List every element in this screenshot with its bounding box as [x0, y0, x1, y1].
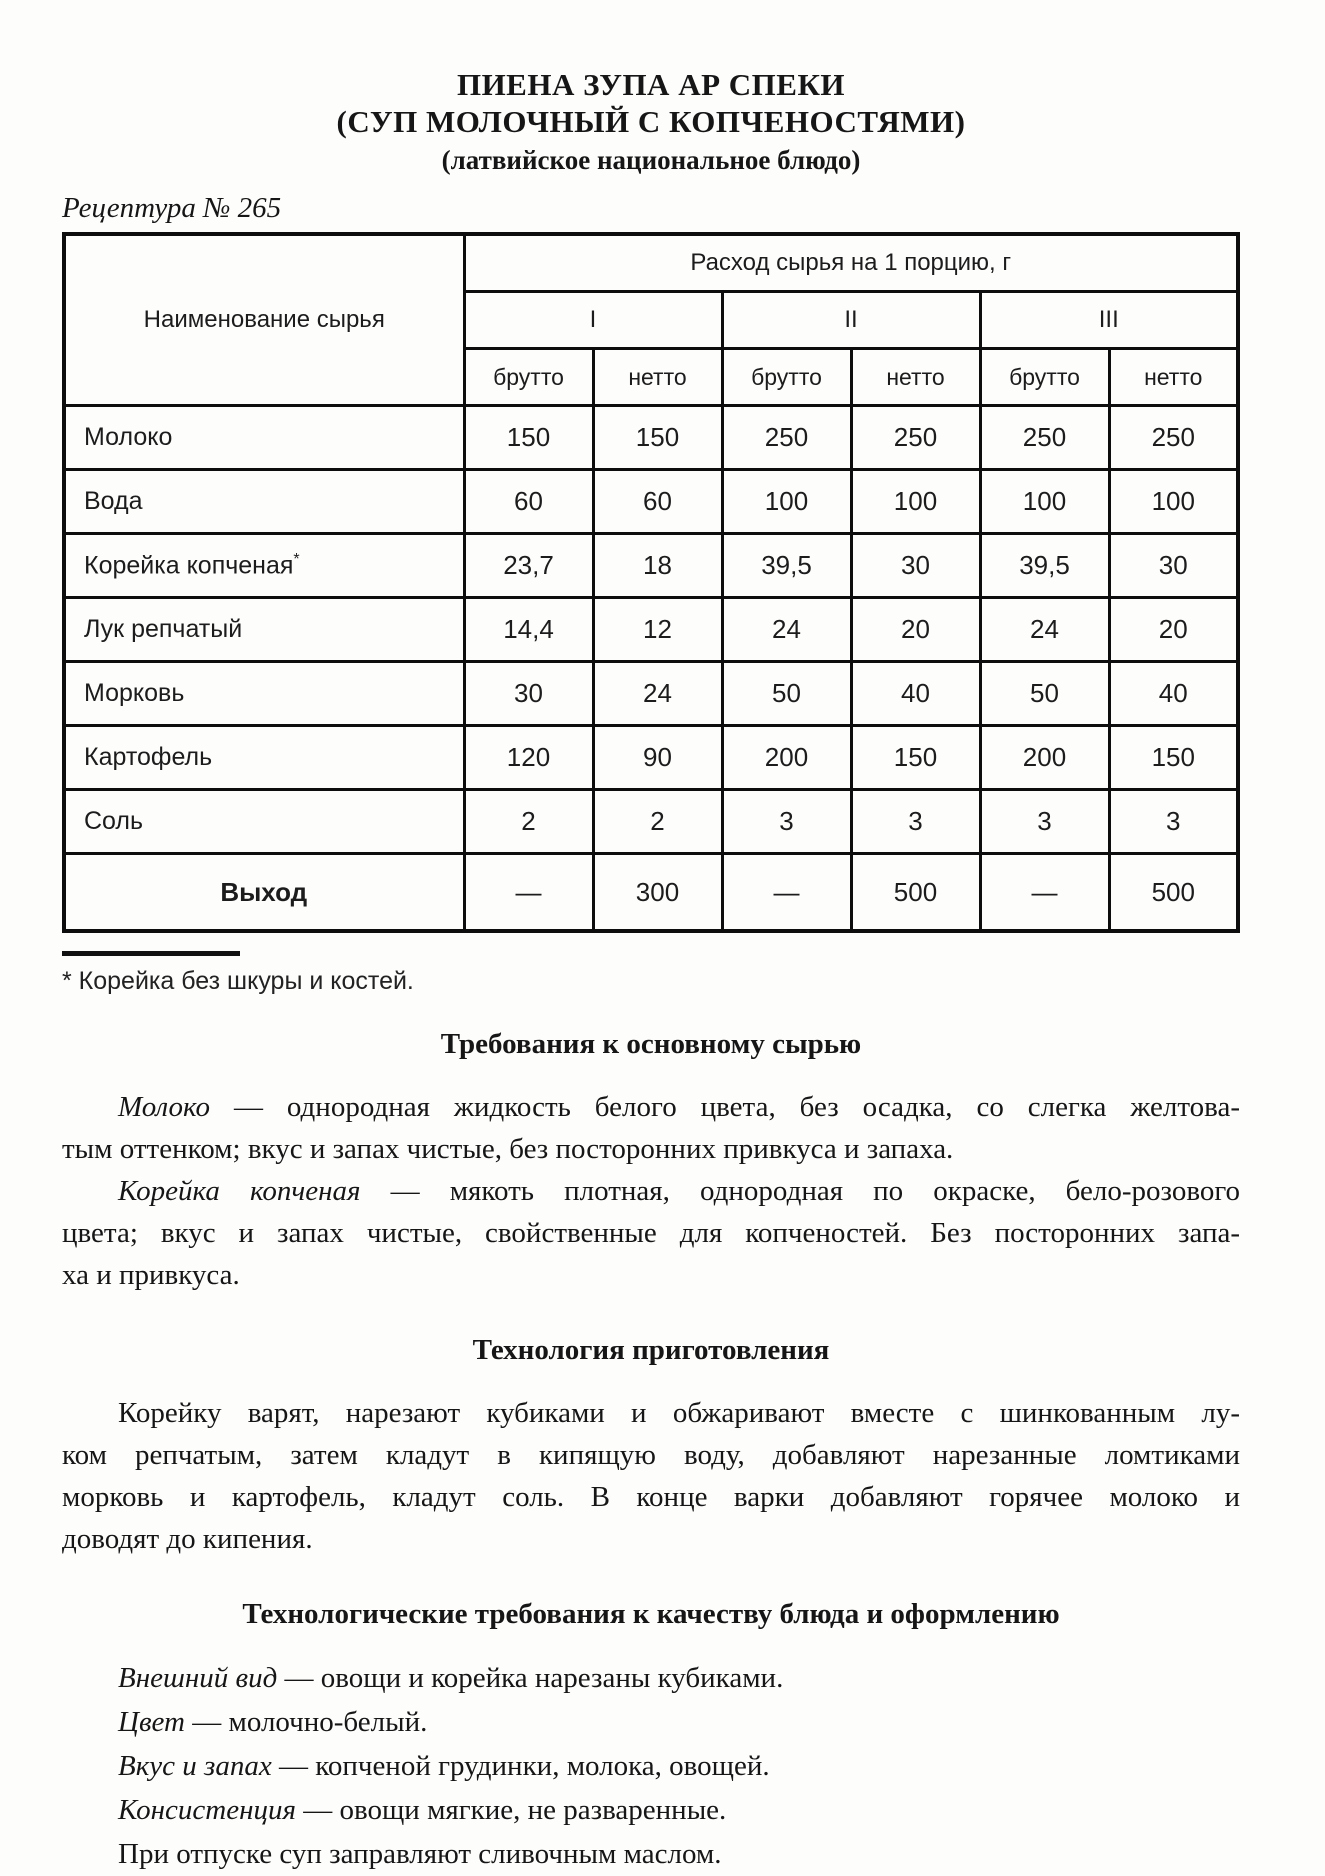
- title-line-2: (СУП МОЛОЧНЫЙ С КОПЧЕНОСТЯМИ): [336, 104, 966, 139]
- table-header: [64, 234, 1238, 406]
- text-line: морковь и картофель, кладут соль. В конце варки добавляют горячее молоко и: [62, 1481, 1240, 1513]
- portion-group-3: III: [980, 292, 1238, 349]
- text-line: Корейка копченая — мякоть плотная, однородная по окраске, бело-розового: [118, 1175, 1240, 1207]
- quality-heading: Технологические требования к качеству блюда и оформлению: [242, 1598, 1060, 1630]
- text-line: ха и привкуса.: [62, 1259, 240, 1291]
- value-cell: 50: [980, 662, 1109, 726]
- value-cell: 250: [1109, 406, 1238, 470]
- table-row: [64, 726, 1238, 790]
- value-cell: 3: [722, 790, 851, 854]
- group-column-header: Расход сырья на 1 порцию, г: [464, 234, 1238, 292]
- value-cell: 30: [464, 662, 593, 726]
- value-cell: 250: [851, 406, 980, 470]
- value-cell: 23,7: [464, 534, 593, 598]
- value-cell: 20: [851, 598, 980, 662]
- table-row: [64, 790, 1238, 854]
- quality-item: Цвет — молочно-белый.: [118, 1706, 428, 1738]
- table-row: [64, 534, 1238, 598]
- text-line: доводят до кипения.: [62, 1523, 313, 1555]
- value-cell: 90: [593, 726, 722, 790]
- value-cell: 30: [851, 534, 980, 598]
- paragraph: [62, 1170, 1240, 1296]
- value-cell: 18: [593, 534, 722, 598]
- text-line: цвета; вкус и запах чистые, свойственные для копченостей. Без посторонних запа-: [62, 1217, 1240, 1249]
- recipe-number: Рецептура № 265: [62, 192, 282, 224]
- ingredient-name: Морковь: [64, 662, 464, 726]
- value-cell: 39,5: [980, 534, 1109, 598]
- requirements-heading: Требования к основному сырью: [440, 1028, 862, 1060]
- ingredient-name: Лук репчатый: [64, 598, 464, 662]
- value-cell: 100: [722, 470, 851, 534]
- table-row: [64, 406, 1238, 470]
- value-cell: 40: [851, 662, 980, 726]
- total-value-cell: —: [980, 854, 1109, 932]
- paragraph: [62, 1392, 1240, 1560]
- value-cell: 3: [980, 790, 1109, 854]
- total-value-cell: 500: [851, 854, 980, 932]
- value-cell: 24: [593, 662, 722, 726]
- term-italic: Вкус и запах: [118, 1750, 279, 1782]
- value-cell: 60: [464, 470, 593, 534]
- total-value-cell: —: [464, 854, 593, 932]
- total-value-cell: —: [722, 854, 851, 932]
- term-italic: Внешний вид: [118, 1662, 285, 1694]
- subheader-netto-2: нетто: [851, 349, 980, 406]
- value-cell: 30: [1109, 534, 1238, 598]
- quality-item: При отпуске суп заправляют сливочным маслом.: [118, 1838, 722, 1870]
- value-cell: 100: [851, 470, 980, 534]
- value-cell: 24: [980, 598, 1109, 662]
- value-cell: 250: [980, 406, 1109, 470]
- term-italic: Цвет: [118, 1706, 193, 1738]
- total-label: Выход: [64, 854, 464, 932]
- technology-heading: Технология приготовления: [472, 1334, 830, 1366]
- subheader-brutto-2: брутто: [722, 349, 851, 406]
- ingredient-name: Вода: [64, 470, 464, 534]
- footnote-divider: [62, 951, 240, 956]
- total-value-cell: 500: [1109, 854, 1238, 932]
- portion-group-2: II: [722, 292, 980, 349]
- subheader-netto-1: нетто: [593, 349, 722, 406]
- name-column-header: Наименование сырья: [64, 234, 464, 406]
- page-title: [62, 0, 1240, 180]
- ingredients-body: [64, 406, 1238, 854]
- table-row: [64, 598, 1238, 662]
- value-cell: 39,5: [722, 534, 851, 598]
- quality-items: [62, 1656, 1240, 1876]
- value-cell: 3: [1109, 790, 1238, 854]
- text-line: ком репчатым, затем кладут в кипящую воду, добавляют нарезанные ломтиками: [62, 1439, 1240, 1471]
- value-cell: 200: [980, 726, 1109, 790]
- portion-group-1: I: [464, 292, 722, 349]
- table-row: [64, 662, 1238, 726]
- ingredient-name: Молоко: [64, 406, 464, 470]
- value-cell: 40: [1109, 662, 1238, 726]
- value-cell: 3: [851, 790, 980, 854]
- subheader-netto-3: нетто: [1109, 349, 1238, 406]
- ingredient-name: Корейка копченая*: [64, 534, 464, 598]
- value-cell: 50: [722, 662, 851, 726]
- value-cell: 24: [722, 598, 851, 662]
- requirements-paragraphs: [62, 1086, 1240, 1296]
- value-cell: 12: [593, 598, 722, 662]
- term-italic: Молоко: [118, 1091, 234, 1123]
- subheader-brutto-1: брутто: [464, 349, 593, 406]
- value-cell: 20: [1109, 598, 1238, 662]
- value-cell: 200: [722, 726, 851, 790]
- value-cell: 100: [980, 470, 1109, 534]
- value-cell: 150: [593, 406, 722, 470]
- table-header-row-1: [64, 234, 1238, 292]
- value-cell: 150: [464, 406, 593, 470]
- ingredient-name: Соль: [64, 790, 464, 854]
- ingredient-name: Картофель: [64, 726, 464, 790]
- value-cell: 150: [1109, 726, 1238, 790]
- term-italic: Корейка копченая: [118, 1175, 391, 1207]
- table-row: [64, 470, 1238, 534]
- value-cell: 120: [464, 726, 593, 790]
- total-value-cell: 300: [593, 854, 722, 932]
- title-line-3: (латвийское национальное блюдо): [441, 145, 861, 175]
- value-cell: 250: [722, 406, 851, 470]
- table-total-row: [64, 854, 1238, 932]
- quality-item: Вкус и запах — копченой грудинки, молока, овощей.: [118, 1750, 770, 1782]
- value-cell: 150: [851, 726, 980, 790]
- technology-paragraphs: [62, 1392, 1240, 1560]
- value-cell: 2: [464, 790, 593, 854]
- table-footer: [64, 854, 1238, 932]
- ingredients-table: [62, 232, 1240, 933]
- quality-item: Внешний вид — овощи и корейка нарезаны кубиками.: [118, 1662, 784, 1694]
- text-line: тым оттенком; вкус и запах чистые, без посторонних привкуса и запаха.: [62, 1133, 954, 1165]
- text-line: Корейку варят, нарезают кубиками и обжаривают вместе с шинкованным лу-: [118, 1397, 1240, 1429]
- value-cell: 2: [593, 790, 722, 854]
- text-line: Молоко — однородная жидкость белого цвета, без осадка, со слегка желтова-: [118, 1091, 1240, 1123]
- value-cell: 60: [593, 470, 722, 534]
- title-line-1: ПИЕНА ЗУПА АР СПЕКИ: [456, 67, 846, 102]
- term-italic: Консистенция: [118, 1794, 304, 1826]
- page-content: [62, 0, 1240, 1876]
- value-cell: 14,4: [464, 598, 593, 662]
- footnote-text: * Корейка без шкуры и костей.: [62, 967, 414, 995]
- quality-item: Консистенция — овощи мягкие, не разваренные.: [118, 1794, 727, 1826]
- footnote-marker: *: [293, 550, 300, 568]
- value-cell: 100: [1109, 470, 1238, 534]
- paragraph: [62, 1086, 1240, 1170]
- subheader-brutto-3: брутто: [980, 349, 1109, 406]
